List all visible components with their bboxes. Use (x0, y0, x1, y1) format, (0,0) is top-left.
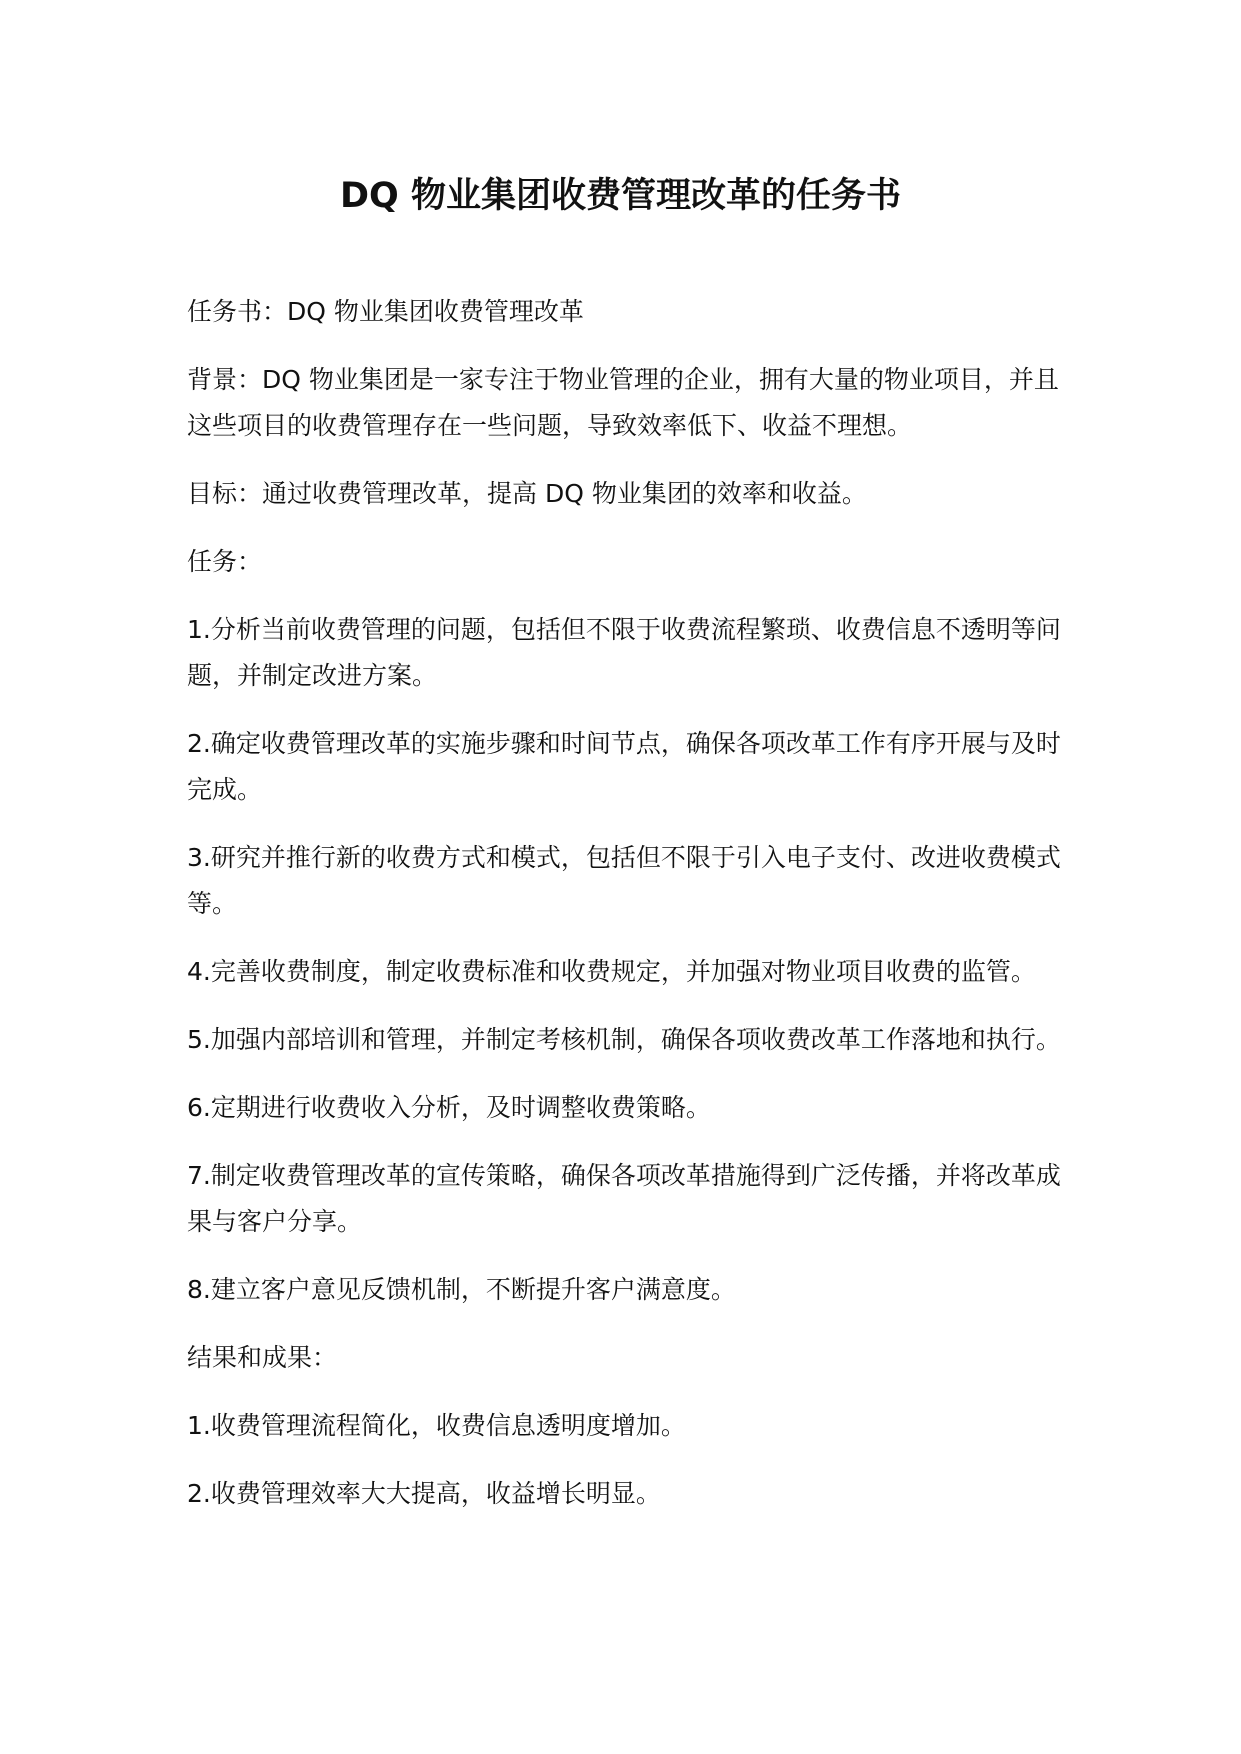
document-title: DQ 物业集团收费管理改革的任务书 (340, 176, 901, 216)
task-item-1: 1.分析当前收费管理的问题，包括但不限于收费流程繁琐、收费信息不透明等问题，并制定改进方案。 (187, 615, 1061, 690)
result-item-1: 1.收费管理流程简化，收费信息透明度增加。 (187, 1411, 686, 1440)
paragraph-task-title: 任务书：DQ 物业集团收费管理改革 (187, 297, 584, 326)
task-item-8: 8.建立客户意见反馈机制，不断提升客户满意度。 (187, 1275, 736, 1304)
document-body (187, 289, 1067, 1539)
task-item-4: 4.完善收费制度，制定收费标准和收费规定，并加强对物业项目收费的监管。 (187, 957, 1036, 986)
task-item-5: 5.加强内部培训和管理，并制定考核机制，确保各项收费改革工作落地和执行。 (187, 1025, 1061, 1054)
task-item-2: 2.确定收费管理改革的实施步骤和时间节点，确保各项改革工作有序开展与及时完成。 (187, 729, 1061, 804)
task-item-7: 7.制定收费管理改革的宣传策略，确保各项改革措施得到广泛传播，并将改革成果与客户分享。 (187, 1161, 1061, 1236)
task-item-3: 3.研究并推行新的收费方式和模式，包括但不限于引入电子支付、改进收费模式等。 (187, 843, 1061, 918)
paragraph-results-heading: 结果和成果： (187, 1343, 338, 1372)
paragraph-tasks-heading: 任务： (187, 547, 263, 576)
result-item-2: 2.收费管理效率大大提高，收益增长明显。 (187, 1479, 661, 1508)
paragraph-background: 背景：DQ 物业集团是一家专注于物业管理的企业，拥有大量的物业项目，并且这些项目的收费管理存在一些问题，导致效率低下、收益不理想。 (187, 365, 1059, 440)
paragraph-goal: 目标：通过收费管理改革，提高 DQ 物业集团的效率和收益。 (187, 479, 867, 508)
task-item-6: 6.定期进行收费收入分析，及时调整收费策略。 (187, 1093, 711, 1122)
